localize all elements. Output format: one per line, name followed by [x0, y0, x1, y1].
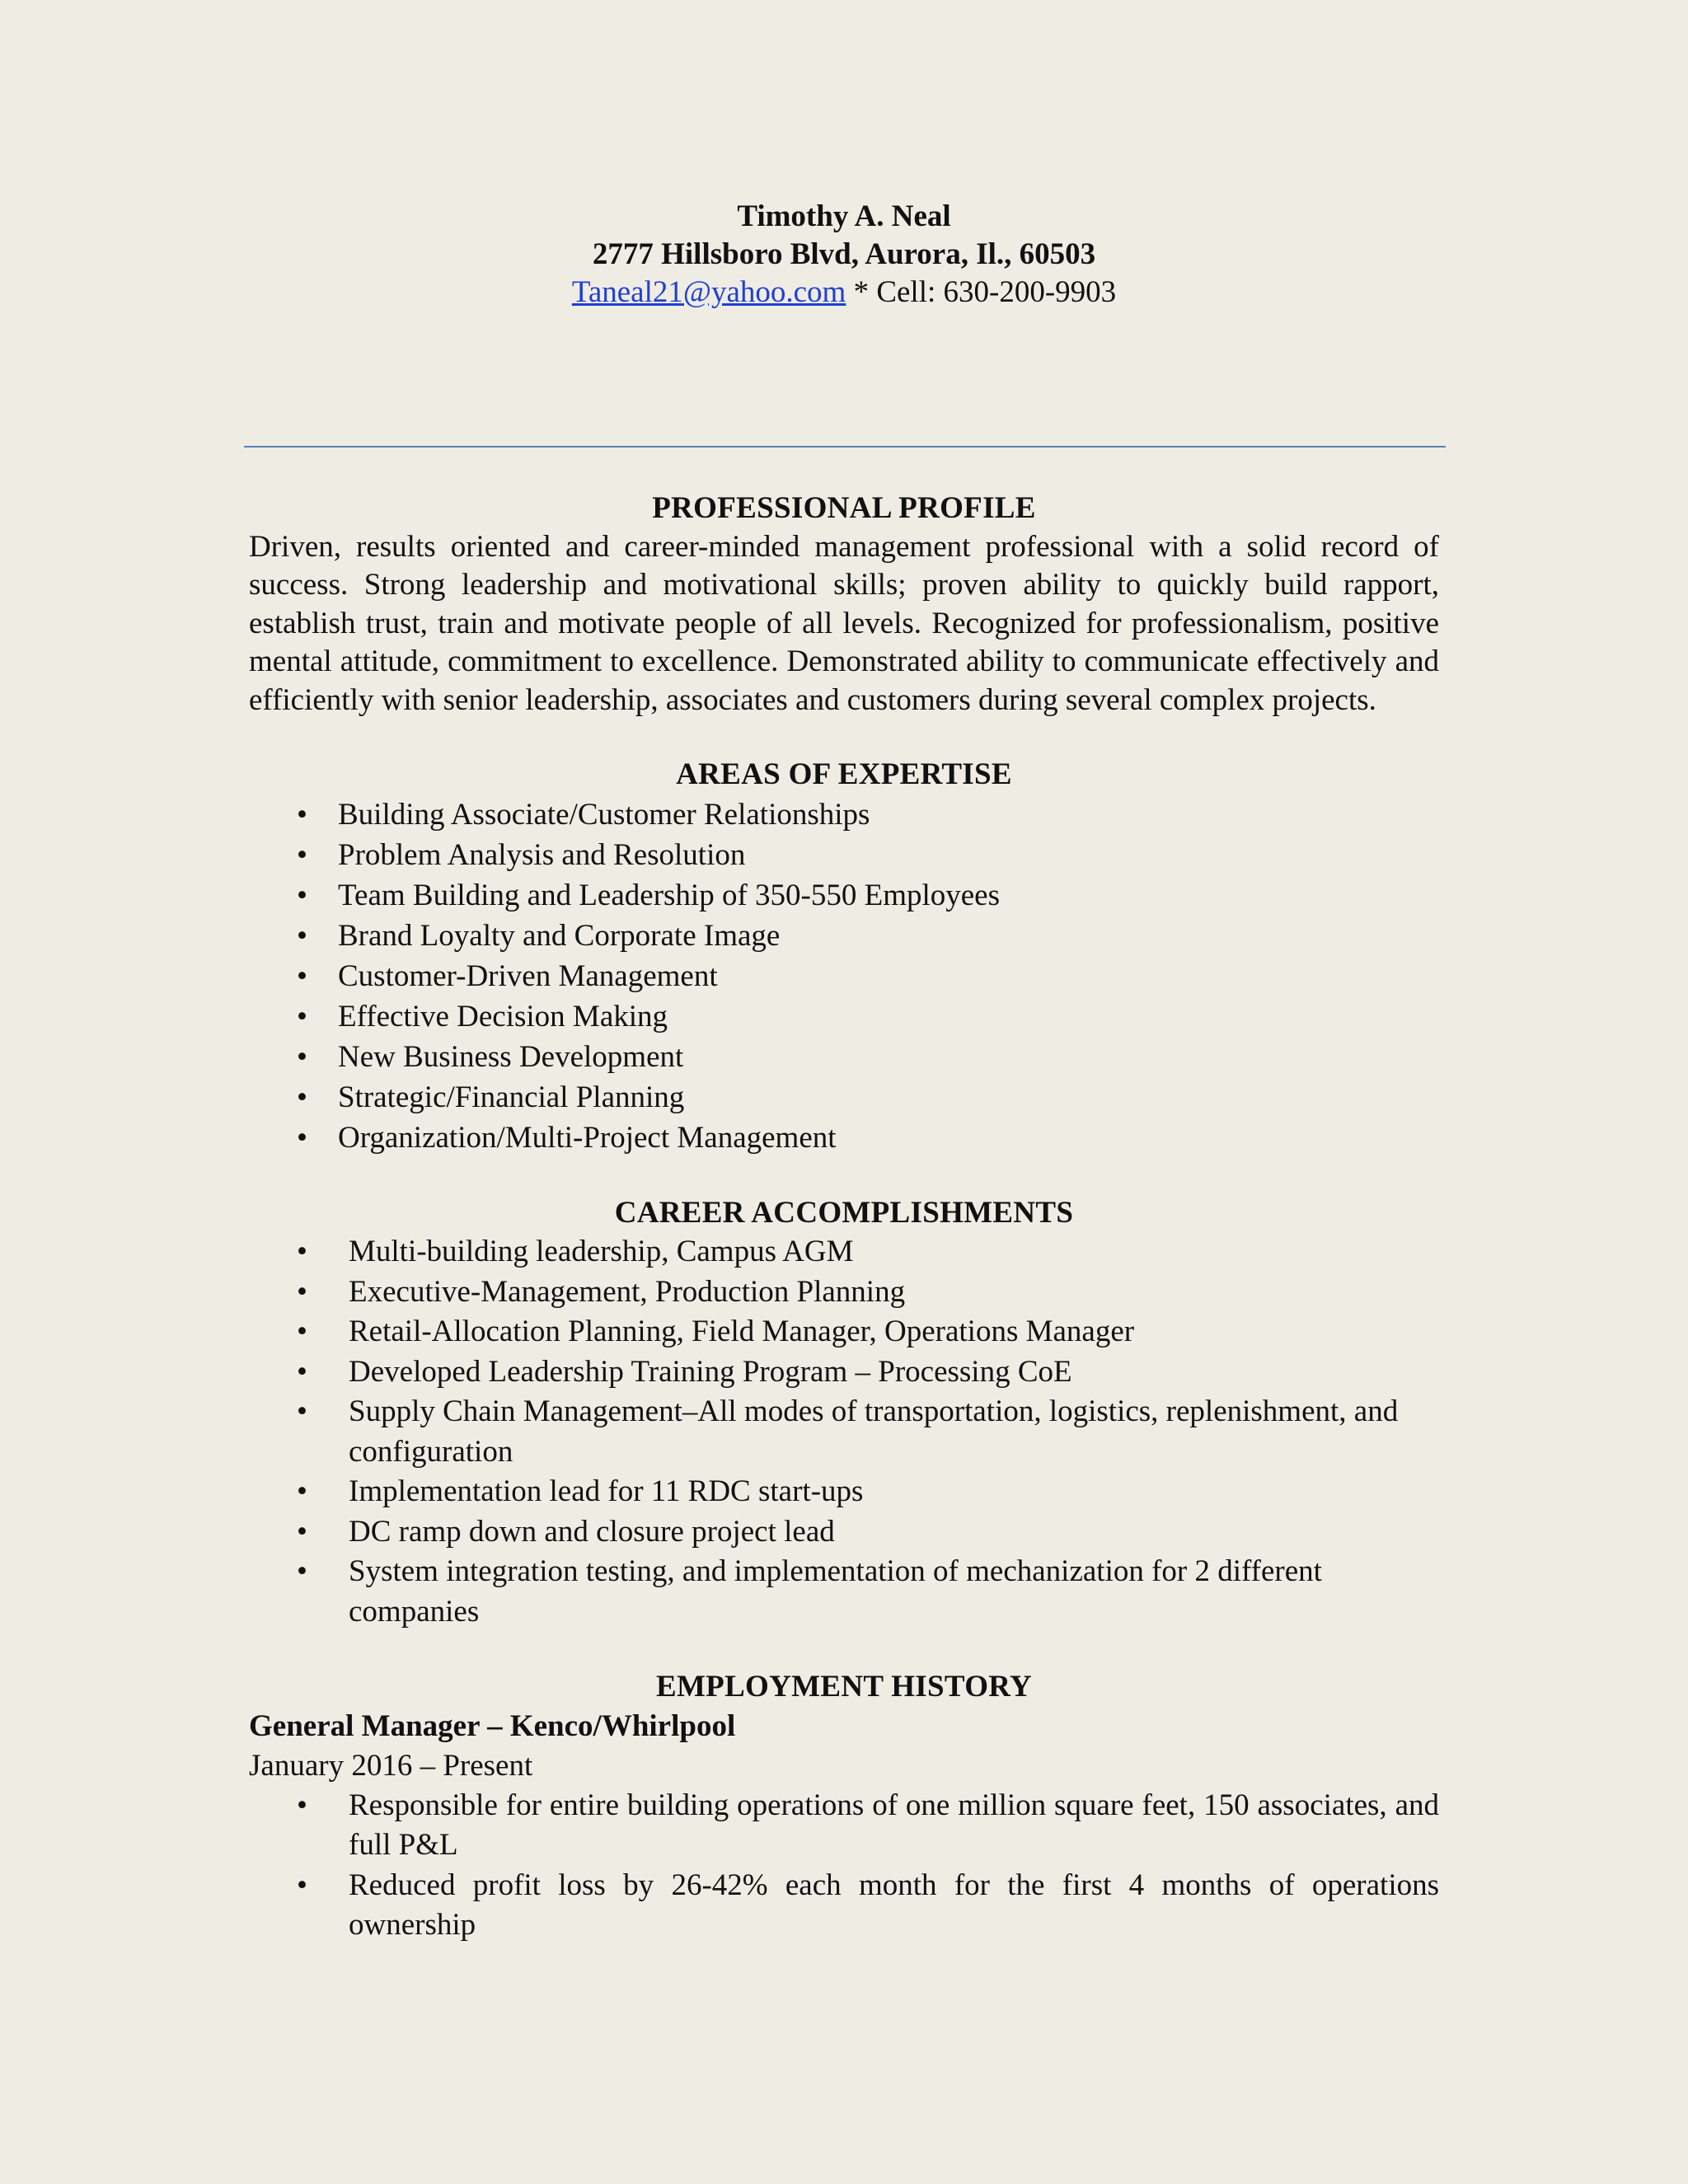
list-item: • Organization/Multi-Project Management [249, 1118, 1439, 1158]
job-responsibilities-list [249, 1786, 1439, 1946]
job-title: General Manager – Kenco/Whirlpool [249, 1708, 736, 1743]
job-dates: January 2016 – Present [249, 1748, 533, 1783]
expertise-list [249, 794, 1439, 1158]
list-item: • Customer-Driven Management [249, 956, 1439, 996]
list-item: • Implementation lead for 11 RDC start-ups [249, 1472, 1439, 1512]
list-item: • Responsible for entire building operations of one million square feet, 150 associates, and full P&L [249, 1786, 1439, 1866]
header-divider [244, 446, 1446, 448]
list-item: • Team Building and Leadership of 350-550 Employees [249, 875, 1439, 916]
expertise-heading: AREAS OF EXPERTISE [676, 757, 1012, 791]
accomplishments-heading: CAREER ACCOMPLISHMENTS [614, 1195, 1074, 1230]
contact-line [0, 274, 1688, 312]
email-link[interactable]: Taneal21@yahoo.com [571, 275, 846, 309]
list-item: • Strategic/Financial Planning [249, 1077, 1439, 1118]
list-item: • Reduced profit loss by 26-42% each month for the first 4 months of operations ownership [249, 1866, 1439, 1946]
accomplishments-list [249, 1232, 1439, 1632]
list-item: • Building Associate/Customer Relationships [249, 794, 1439, 835]
candidate-name: Timothy A. Neal [737, 199, 951, 233]
list-item: • Supply Chain Management–All modes of transportation, logistics, replenishment, and configuration [249, 1392, 1439, 1472]
list-item: • DC ramp down and closure project lead [249, 1512, 1439, 1553]
list-item: • System integration testing, and implementation of mechanization for 2 different companies [249, 1552, 1439, 1632]
list-item: • Multi-building leadership, Campus AGM [249, 1232, 1439, 1272]
section-spacer [249, 719, 1439, 756]
list-item: • New Business Development [249, 1037, 1439, 1077]
list-item: • Retail-Allocation Planning, Field Manager, Operations Manager [249, 1312, 1439, 1352]
section-spacer [249, 1632, 1439, 1668]
profile-text: Driven, results oriented and career-minded management professional with a solid record of success. Strong leadership and motivational skills; proven ability to quickly build rapport, establish trust, train and motivate people of all levels. Recognized for professionalism, positive mental attitude, commitment to excellence. Demonstrated ability to communicate effectively and efficiently with senior leadership, associates and customers during several complex projects. [249, 529, 1439, 717]
candidate-address: 2777 Hillsboro Blvd, Aurora, Il., 60503 [592, 237, 1096, 271]
list-item: • Effective Decision Making [249, 996, 1439, 1037]
employment-heading: EMPLOYMENT HISTORY [655, 1670, 1033, 1704]
profile-heading: PROFESSIONAL PROFILE [652, 491, 1036, 525]
list-item: • Executive-Management, Production Planning [249, 1272, 1439, 1313]
list-item: • Brand Loyalty and Corporate Image [249, 916, 1439, 956]
list-item: • Developed Leadership Training Program – Processing CoE [249, 1352, 1439, 1393]
resume-body [249, 490, 1439, 1946]
cell-phone: * Cell: 630-200-9903 [846, 275, 1117, 309]
section-spacer [249, 1158, 1439, 1194]
list-item: • Problem Analysis and Resolution [249, 835, 1439, 875]
